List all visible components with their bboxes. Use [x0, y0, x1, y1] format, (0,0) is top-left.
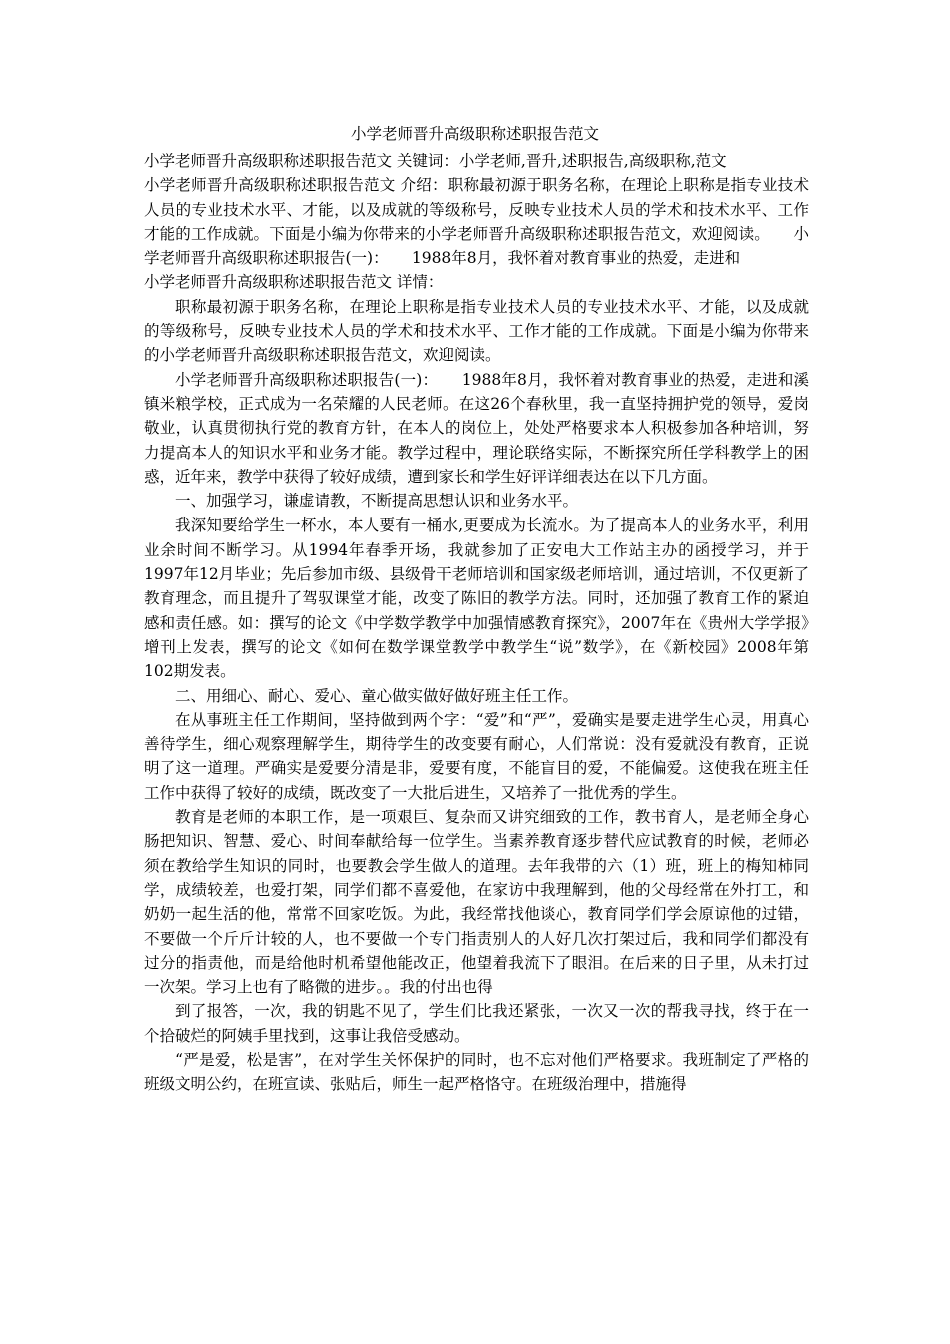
details-heading: 小学老师晋升高级职称述职报告范文 详情： — [144, 273, 444, 292]
body-paragraph: 小学老师晋升高级职称述职报告(一)： 1988年8月，我怀着对教育事业的热爱，走进和溪镇米粮学校，正式成为一名荣耀的人民老师。在这26个春秋里，我一直坚持拥护党的领导，爱岗敬业，认真贯彻执行党的教育方针，在本人的岗位上，处处严格要求本人积极参加各种培训，努力提高本人的知识水平和业务才能。教学过程中，理论联络实际，不断探究所任学科教学上的困惑，近年来，教学中获得了较好成绩，遭到家长和学生好评详细表达在以下几方面。 — [144, 370, 809, 486]
body-paragraph: 到了报答，一次，我的钥匙不见了，学生们比我还紧张，一次又一次的帮我寻找，终于在一个拾破烂的阿姨手里找到，这事让我倍受感动。 — [144, 1002, 809, 1045]
section-heading: 一、加强学习，谦虚请教，不断提高思想认识和业务水平。 — [175, 492, 579, 511]
body-paragraph: “严是爱，松是害”，在对学生关怀保护的同时，也不忘对他们严格要求。我班制定了严格的班级文明公约，在班宣读、张贴后，师生一起严格恪守。在班级治理中，措施得 — [144, 1050, 809, 1094]
keywords-line: 小学老师晋升高级职称述职报告范文 关键词：小学老师,晋升,述职报告,高级职称,范文 — [144, 152, 727, 170]
intro-paragraph: 小学老师晋升高级职称述职报告范文 介绍：职称最初源于职务名称，在理论上职称是指专业技术人员的专业技术水平、才能，以及成就的等级称号，反映专业技术人员的学术和技术水平、工作才能的工作成就。下面是小编为你带来的小学老师晋升高级职称述职报告范文，欢迎阅读。 小学老师晋升高级职称述职报告(一)： 1988年8月，我怀着对教育事业的热爱，走进和 — [144, 176, 809, 268]
document-title: 小学老师晋升高级职称述职报告范文 — [350, 125, 599, 143]
section-heading: 二、用细心、耐心、爱心、童心做实做好做好班主任工作。 — [175, 686, 579, 705]
body-paragraph: 职称最初源于职务名称，在理论上职称是指专业技术人员的专业技术水平、才能，以及成就的等级称号，反映专业技术人员的学术和技术水平、工作才能的工作成就。下面是小编为你带来的小学老师晋升高级职称述职报告范文，欢迎阅读。 — [144, 297, 809, 365]
body-paragraph: 教育是老师的本职工作，是一项艰巨、复杂而又讲究细致的工作，教书育人，是老师全身心肠把知识、智慧、爱心、时间奉献给每一位学生。当素养教育逐步替代应试教育的时候，老师必须在教给学生知识的同时，也要教会学生做人的道理。去年我带的六（1）班，班上的梅知柿同学，成绩较差，也爱打架，同学们都不喜爱他，在家访中我理解到，他的父母经常在外打工，和奶奶一起生活的他，常常不回家吃饭。为此，我经常找他谈心，教育同学们学会原谅他的过错，不要做一个斤斤计较的人，也不要做一个专门指责别人的人好几次打架过后，我和同学们都没有过分的指责他，而是给他时机希望他能改正，他望着我流下了眼泪。在后来的日子里，从未打过一次架。学习上也有了略微的进步。。我的付出也得 — [144, 808, 809, 997]
body-paragraph: 在从事班主任工作期间，坚持做到两个字：“爱”和“严”，爱确实是要走进学生心灵，用真心善待学生，细心观察理解学生，期待学生的改变要有耐心，人们常说：没有爱就没有教育，正说明了这一道理。严确实是爱要分清是非，爱要有度，不能盲目的爱，不能偏爱。这使我在班主任工作中获得了较好的成绩，既改变了一大批后进生，又培养了一批优秀的学生。 — [144, 710, 809, 802]
document-body — [144, 149, 809, 1097]
body-paragraph: 我深知要给学生一杯水，本人要有一桶水,更要成为长流水。为了提高本人的业务水平，利用业余时间不断学习。从1994年春季开场，我就参加了正安电大工作站主办的函授学习，并于1997年12月毕业；先后参加市级、县级骨干老师培训和国家级老师培训，通过培训，不仅更新了教育理念，而且提升了驾驭课堂才能，改变了陈旧的教学方法。同时，还加强了教育工作的紧迫感和责任感。如：撰写的论文《中学数学教学中加强情感教育探究》，2007年在《贵州大学学报》增刊上发表，撰写的论文《如何在数学课堂教学中教学生“说”数学》，在《新校园》2008年第102期发表。 — [144, 516, 809, 681]
